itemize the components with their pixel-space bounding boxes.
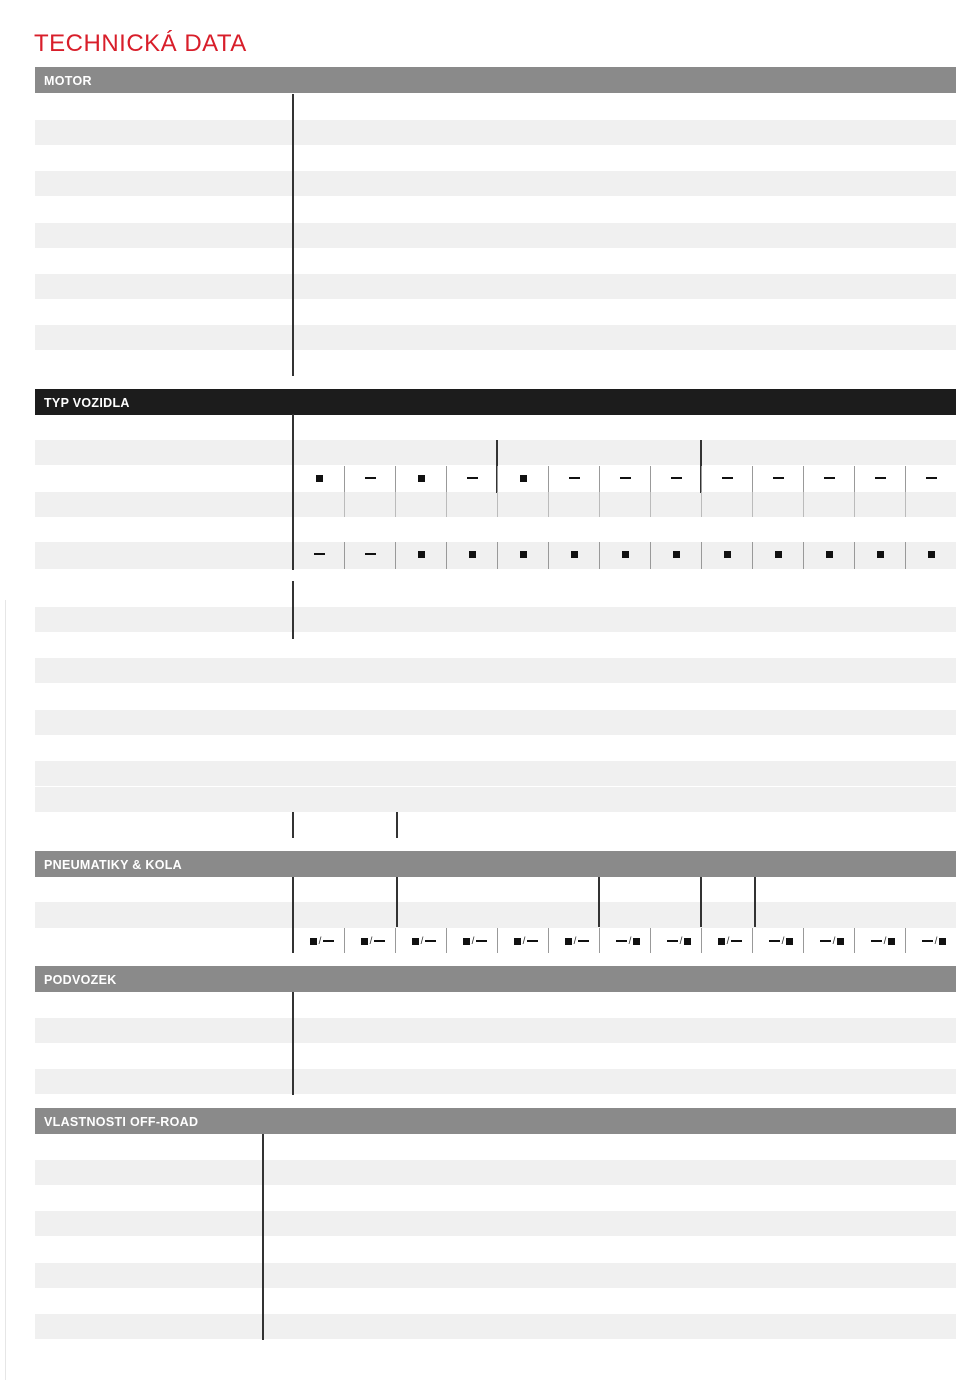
gear-ratio-value <box>471 715 521 731</box>
gear-ratio-value <box>727 612 777 628</box>
filled-square-icon <box>877 551 884 558</box>
gear-ratio-value <box>855 715 905 731</box>
availability-mark <box>605 546 645 562</box>
availability-mark <box>554 470 594 486</box>
availability-mark <box>911 546 951 562</box>
dash-icon <box>314 553 325 555</box>
dash-icon <box>820 940 831 942</box>
trim-level-12 <box>906 496 956 512</box>
grid-line <box>395 466 396 492</box>
slash-separator: / <box>628 935 632 947</box>
filled-square-icon <box>837 938 844 945</box>
steel-alloy-mark <box>402 933 446 949</box>
filled-square-icon <box>412 938 419 945</box>
gear-ratio-value <box>804 740 854 756</box>
grid-line <box>803 466 804 492</box>
trim-level-9 <box>753 496 803 512</box>
availability-mark <box>401 470 441 486</box>
grid-line <box>854 542 855 569</box>
gear-ratio-value <box>727 740 777 756</box>
offroad-value <box>467 1216 527 1232</box>
gear-ratio-value <box>906 766 956 782</box>
gear-ratio-value <box>804 689 854 705</box>
offroad-value <box>340 1216 400 1232</box>
offroad-value <box>723 1165 783 1181</box>
gear-ratio-value <box>855 586 905 602</box>
transmission-3 <box>804 522 854 538</box>
grid-line <box>752 466 753 492</box>
offroad-value <box>467 1190 527 1206</box>
dash-icon <box>476 940 487 942</box>
motor-row-band <box>35 325 956 350</box>
gear-ratio-value <box>651 612 701 628</box>
offroad-value <box>826 1242 886 1258</box>
gear-ratio-value <box>855 740 905 756</box>
grid-line <box>548 466 549 492</box>
availability-mark <box>350 470 390 486</box>
gear-ratio-value <box>906 715 956 731</box>
gear-ratio-value <box>906 740 956 756</box>
gear-ratio-value <box>727 689 777 705</box>
availability-mark <box>809 470 849 486</box>
availability-mark <box>503 546 543 562</box>
dash-icon <box>871 940 882 942</box>
availability-mark <box>299 546 339 562</box>
grid-line <box>599 542 600 569</box>
steel-alloy-mark <box>810 933 854 949</box>
chassis-row-band <box>35 1018 956 1043</box>
availability-mark <box>605 470 645 486</box>
page-edge-line <box>5 600 6 1380</box>
grid-line <box>344 928 345 953</box>
trim-level-2 <box>396 496 446 512</box>
dash-icon <box>578 940 589 942</box>
filled-square-icon <box>928 551 935 558</box>
transmission-4 <box>855 522 905 538</box>
slash-separator: / <box>781 935 785 947</box>
grid-line <box>599 466 600 492</box>
offroad-value <box>340 1190 400 1206</box>
dash-icon <box>824 477 835 479</box>
slash-separator: / <box>934 935 938 947</box>
steel-alloy-mark <box>300 933 344 949</box>
grid-line <box>905 466 906 492</box>
availability-mark <box>911 470 951 486</box>
grid-line <box>395 542 396 569</box>
availability-mark <box>707 546 747 562</box>
grid-line <box>344 492 345 517</box>
trim-level-10 <box>804 496 854 512</box>
offroad-value <box>620 1190 680 1206</box>
availability-mark <box>503 470 543 486</box>
grid-line <box>446 542 447 569</box>
dash-icon <box>467 477 478 479</box>
dash-icon <box>616 940 627 942</box>
grid-line <box>803 928 804 953</box>
grid-line <box>344 542 345 569</box>
availability-mark <box>554 546 594 562</box>
gear-ratio-value <box>906 637 956 653</box>
column-divider <box>292 992 294 1095</box>
grid-line <box>497 466 498 492</box>
offroad-value <box>340 1293 400 1309</box>
gear-ratio-value <box>651 689 701 705</box>
grid-line <box>650 492 651 517</box>
dash-icon <box>365 477 376 479</box>
column-divider <box>292 812 294 838</box>
dash-icon <box>667 940 678 942</box>
grid-line <box>344 466 345 492</box>
motor-row-band <box>35 120 956 145</box>
trim-level-3 <box>447 496 497 512</box>
filled-square-icon <box>316 475 323 482</box>
availability-mark <box>758 470 798 486</box>
offroad-value <box>620 1242 680 1258</box>
filled-square-icon <box>571 551 578 558</box>
dash-icon <box>527 940 538 942</box>
filled-square-icon <box>361 938 368 945</box>
offroad-value <box>493 1165 553 1181</box>
offroad-value <box>648 1319 708 1335</box>
column-divider <box>292 94 294 376</box>
filled-square-icon <box>469 551 476 558</box>
gear-ratio-value <box>906 612 956 628</box>
steel-alloy-mark <box>351 933 395 949</box>
gear-ratio-value <box>471 637 521 653</box>
grid-line <box>599 492 600 517</box>
grid-line <box>395 928 396 953</box>
gear-ratio-value <box>471 740 521 756</box>
availability-mark <box>656 470 696 486</box>
gear-ratio-value <box>651 740 701 756</box>
dash-icon <box>374 940 385 942</box>
filled-square-icon <box>514 938 521 945</box>
gear-ratio-value <box>727 766 777 782</box>
column-divider <box>292 877 294 953</box>
motor-row-band <box>35 171 956 196</box>
dash-icon <box>569 477 580 479</box>
transmission-1 <box>651 522 701 538</box>
grid-line <box>395 492 396 517</box>
filled-square-icon <box>633 938 640 945</box>
dash-icon <box>365 553 376 555</box>
gear-ratio-value <box>804 663 854 679</box>
gear-ratio-value <box>651 715 701 731</box>
filled-square-icon <box>684 938 691 945</box>
offroad-value <box>467 1242 527 1258</box>
gear-ratio-value <box>471 586 521 602</box>
trim-level-7 <box>651 496 701 512</box>
wheels-row-band <box>35 902 956 928</box>
chassis-row-band <box>35 1069 956 1094</box>
gear-ratio-value <box>651 586 701 602</box>
offroad-value <box>314 1319 374 1335</box>
gear-ratio-value <box>906 689 956 705</box>
gear-ratio-value <box>804 715 854 731</box>
offroad-value <box>648 1293 708 1309</box>
grid-line <box>446 466 447 492</box>
grid-line <box>701 466 702 492</box>
filled-square-icon <box>724 551 731 558</box>
grid-line <box>701 542 702 569</box>
dash-icon <box>323 940 334 942</box>
slash-separator: / <box>420 935 424 947</box>
grid-line <box>446 928 447 953</box>
dash-icon <box>620 477 631 479</box>
gear-ratio-value <box>727 663 777 679</box>
column-divider <box>396 812 398 838</box>
grid-line <box>803 492 804 517</box>
availability-mark <box>758 546 798 562</box>
steel-alloy-mark <box>708 933 752 949</box>
trim-level-0 <box>294 496 344 512</box>
gear-ratio-value <box>727 586 777 602</box>
transmission-0 <box>447 522 497 538</box>
slash-separator: / <box>369 935 373 947</box>
column-divider <box>754 877 756 927</box>
filled-square-icon <box>310 938 317 945</box>
gear-ratio-value <box>804 637 854 653</box>
availability-mark <box>401 546 441 562</box>
grid-line <box>650 466 651 492</box>
offroad-value <box>826 1190 886 1206</box>
dash-icon <box>425 940 436 942</box>
filled-square-icon <box>939 938 946 945</box>
grid-line <box>905 928 906 953</box>
filled-square-icon <box>520 551 527 558</box>
slash-separator: / <box>679 935 683 947</box>
filled-square-icon <box>718 938 725 945</box>
gear-ratio-value <box>471 663 521 679</box>
section-header-motor: MOTOR <box>35 67 956 93</box>
motor-row-band <box>35 274 956 299</box>
low-range-first <box>320 817 360 833</box>
filled-square-icon <box>565 938 572 945</box>
offroad-value <box>340 1242 400 1258</box>
offroad-value <box>723 1139 783 1155</box>
trim-level-5 <box>549 496 599 512</box>
grid-line <box>803 542 804 569</box>
grid-line <box>650 542 651 569</box>
gear-ratio-value <box>727 715 777 731</box>
gear-ratio-value <box>651 766 701 782</box>
gear-ratio-value <box>804 766 854 782</box>
grid-line <box>752 542 753 569</box>
grid-line <box>497 492 498 517</box>
gear-ratio-value <box>651 637 701 653</box>
grid-line <box>599 928 600 953</box>
section-header-offroad: VLASTNOSTI OFF-ROAD <box>35 1108 956 1134</box>
offroad-row-band <box>35 1263 956 1288</box>
availability-mark <box>350 546 390 562</box>
grid-line <box>548 492 549 517</box>
filled-square-icon <box>888 938 895 945</box>
steel-alloy-mark <box>555 933 599 949</box>
grid-line <box>752 492 753 517</box>
gear-ratio-value <box>855 612 905 628</box>
filled-square-icon <box>463 938 470 945</box>
grid-line <box>650 928 651 953</box>
gear-ratio-value <box>471 612 521 628</box>
offroad-value <box>391 1268 451 1284</box>
offroad-value <box>697 1190 757 1206</box>
slash-separator: / <box>832 935 836 947</box>
trim-level-6 <box>600 496 650 512</box>
gear-ratio-value <box>855 637 905 653</box>
column-divider <box>262 1134 264 1340</box>
offroad-row-band <box>35 1314 956 1339</box>
grid-line <box>854 466 855 492</box>
dash-icon <box>769 940 780 942</box>
slash-separator: / <box>883 935 887 947</box>
grid-line <box>701 492 702 517</box>
filled-square-icon <box>622 551 629 558</box>
gear-ratio-value <box>804 586 854 602</box>
trim-level-1 <box>345 496 395 512</box>
slash-separator: / <box>726 935 730 947</box>
availability-mark <box>860 470 900 486</box>
offroad-value <box>493 1139 553 1155</box>
grid-line <box>548 928 549 953</box>
grid-line <box>905 492 906 517</box>
trim-level-11 <box>855 496 905 512</box>
gear-ratio-value <box>906 663 956 679</box>
section-header-chassis: PODVOZEK <box>35 966 956 992</box>
filled-square-icon <box>520 475 527 482</box>
slash-separator: / <box>522 935 526 947</box>
gear-ratio-value <box>906 586 956 602</box>
section-header-tires: PNEUMATIKY & KOLA <box>35 851 956 877</box>
gear-ratio-value <box>727 637 777 653</box>
filled-square-icon <box>673 551 680 558</box>
dash-icon <box>671 477 682 479</box>
section-header-vehicle-type: TYP VOZIDLA <box>35 389 956 415</box>
dash-icon <box>926 477 937 479</box>
steel-alloy-mark <box>759 933 803 949</box>
page-title: TECHNICKÁ DATA <box>34 30 247 57</box>
steel-alloy-mark <box>657 933 701 949</box>
offroad-value <box>697 1242 757 1258</box>
grid-line <box>701 928 702 953</box>
filled-square-icon <box>786 938 793 945</box>
availability-mark <box>656 546 696 562</box>
transmission-5 <box>906 522 956 538</box>
max-speed-band <box>35 787 956 812</box>
grid-line <box>752 928 753 953</box>
gear-ratio-value <box>855 689 905 705</box>
availability-mark <box>452 470 492 486</box>
column-divider <box>700 877 702 927</box>
dash-icon <box>722 477 733 479</box>
grid-line <box>497 928 498 953</box>
steel-alloy-mark <box>912 933 956 949</box>
availability-mark <box>809 546 849 562</box>
availability-mark <box>707 470 747 486</box>
slash-separator: / <box>471 935 475 947</box>
offroad-value <box>673 1268 733 1284</box>
gear-ratio-value <box>651 663 701 679</box>
dash-icon <box>922 940 933 942</box>
gear-ratio-value <box>855 766 905 782</box>
dash-icon <box>731 940 742 942</box>
grid-line <box>497 542 498 569</box>
trim-level-8 <box>702 496 752 512</box>
gear-ratio-value <box>471 766 521 782</box>
filled-square-icon <box>826 551 833 558</box>
availability-mark <box>860 546 900 562</box>
availability-mark <box>452 546 492 562</box>
grid-line <box>854 492 855 517</box>
filled-square-icon <box>775 551 782 558</box>
dash-icon <box>773 477 784 479</box>
steel-alloy-mark <box>453 933 497 949</box>
availability-mark <box>299 470 339 486</box>
column-divider <box>292 581 294 639</box>
slash-separator: / <box>318 935 322 947</box>
column-divider <box>598 877 600 927</box>
grid-line <box>548 542 549 569</box>
gear-ratio-value <box>804 612 854 628</box>
grid-line <box>446 492 447 517</box>
trim-level-4 <box>498 496 548 512</box>
column-divider <box>292 414 294 570</box>
offroad-value <box>826 1216 886 1232</box>
steel-alloy-mark <box>861 933 905 949</box>
filled-square-icon <box>418 475 425 482</box>
steel-alloy-mark <box>504 933 548 949</box>
motor-row-band <box>35 223 956 248</box>
filled-square-icon <box>418 551 425 558</box>
dash-icon <box>875 477 886 479</box>
transmission-2 <box>727 522 777 538</box>
gear-ratio-value <box>855 663 905 679</box>
grid-line <box>854 928 855 953</box>
gear-ratio-value <box>471 689 521 705</box>
offroad-value <box>620 1216 680 1232</box>
offroad-value <box>697 1216 757 1232</box>
column-divider <box>396 877 398 927</box>
grid-line <box>905 542 906 569</box>
steel-alloy-mark <box>606 933 650 949</box>
slash-separator: / <box>573 935 577 947</box>
